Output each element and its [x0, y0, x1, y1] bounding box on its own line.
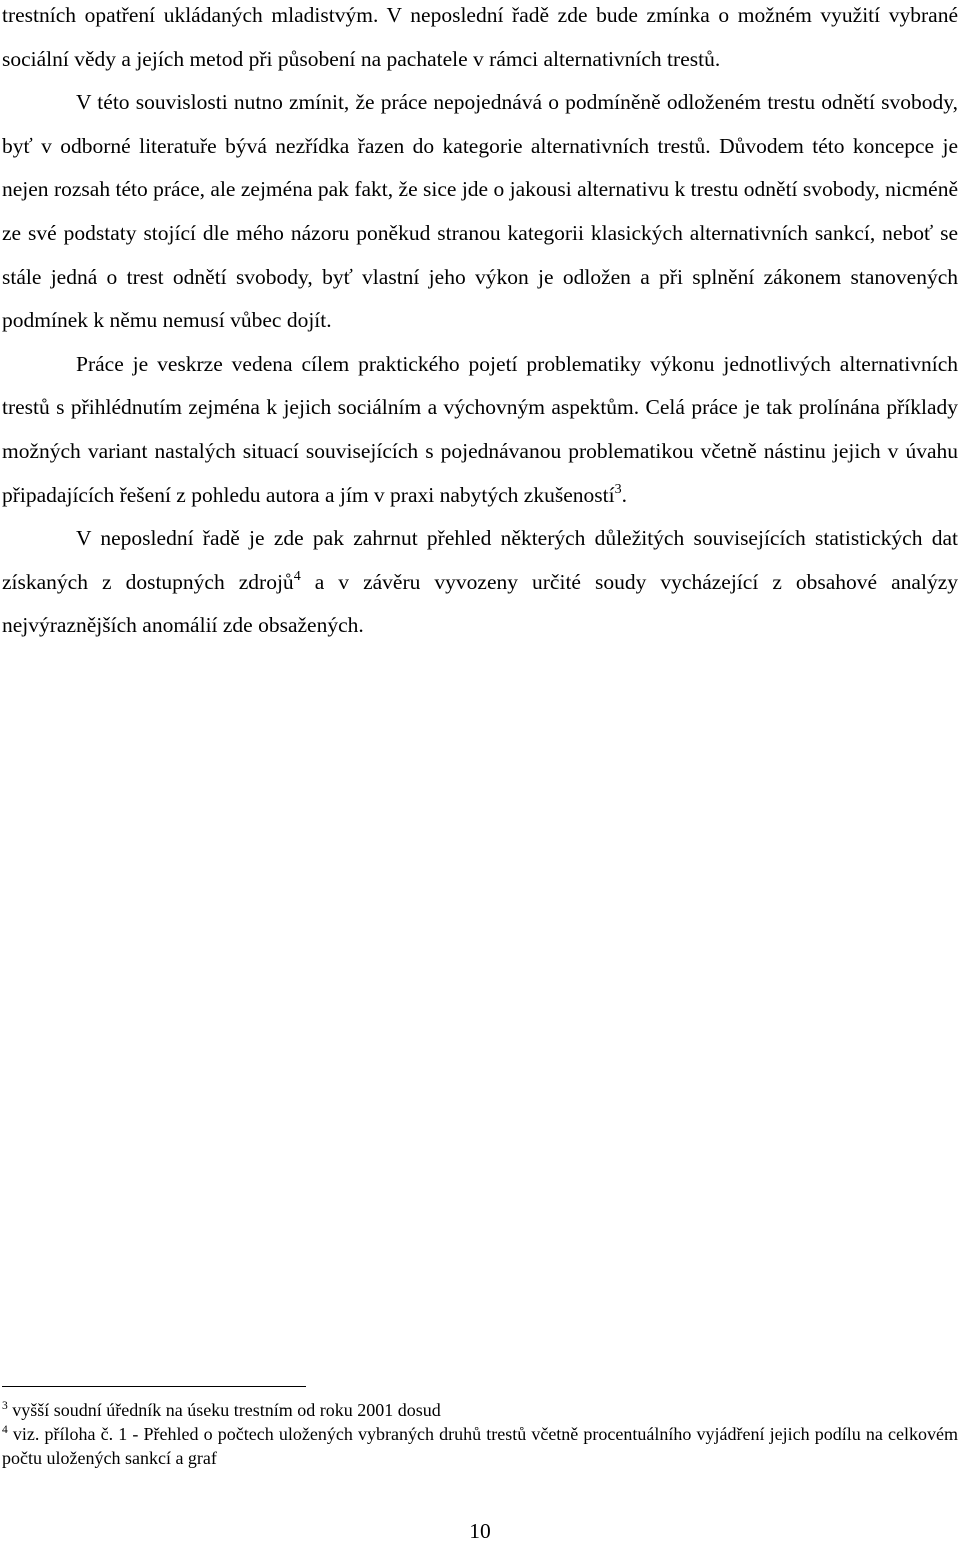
paragraph-practical-focus	[2, 343, 958, 517]
footnote-separator	[2, 1386, 306, 1387]
footnote-mark: 4	[2, 1424, 8, 1436]
paragraph-text-tail: a v závěru vyvozeny určité soudy vycházející z obsahové analýzy nejvýraznějších anomálií zde obsažených.	[2, 569, 958, 638]
paragraph-text: V neposlední řadě je zde pak zahrnut přehled některých důležitých souvisejících statistických dat získaných z dostupných zdrojů	[2, 526, 958, 594]
footnote-item	[2, 1398, 958, 1422]
paragraph-text: trestních opatření ukládaných mladistvým. V neposlední řadě zde bude zmínka o možném využití vybrané sociální vědy a jejích metod při působení na pachatele v rámci alternativních trestů.	[2, 3, 958, 71]
page-number: 10	[469, 1519, 491, 1543]
footnote-reference[interactable]: 4	[293, 568, 301, 584]
body-text	[2, 0, 958, 648]
footnote-text: vyšší soudní úředník na úseku trestním od roku 2001 dosud	[7, 1400, 441, 1420]
footnotes	[2, 1398, 958, 1470]
footnote-text: viz. příloha č. 1 - Přehled o počtech uložených vybraných druhů trestů včetně procentuálního vyjádření jejich podílu na celkovém počtu uložených sankcí a graf	[2, 1424, 958, 1468]
footnote-item	[2, 1422, 958, 1470]
paragraph-statistics	[2, 517, 958, 648]
paragraph-continuation	[2, 0, 958, 81]
paragraph-text: V této souvislosti nutno zmínit, že práce nepojednává o podmíněně odloženém trestu odnětí svobody, byť v odborné literatuře bývá nezřídka řazen do kategorie alternativních trestů. Důvodem této koncepce je nejen rozsah této práce, ale zejména pak fakt, že sice jde o jakousi alternativu k trestu odnětí svobody, nicméně ze své podstaty stojící dle mého názoru poněkud stranou kategorii klasických alternativních sankcí, neboť se stále jedná o trest odnětí svobody, byť vlastní jeho výkon je odložen a při splnění zákonem stanovených podmínek k němu nemusí vůbec dojít.	[2, 90, 958, 333]
footnote-reference[interactable]: 3	[614, 481, 622, 497]
paragraph-scope-exclusion	[2, 81, 958, 343]
footnote-mark: 3	[2, 1400, 8, 1412]
paragraph-text-tail: .	[621, 482, 627, 507]
paragraph-text: Práce je veskrze vedena cílem praktického pojetí problematiky výkonu jednotlivých alternativních trestů s přihlédnutím zejména k jejich sociálním a výchovným aspektům. Celá práce je tak prolínána příklady možných variant nastalých situací souvisejících s pojednávanou problematikou včetně nástinu jejich v úvahu připadajících řešení z pohledu autora a jím v praxi nabytých zkušeností	[2, 351, 958, 507]
